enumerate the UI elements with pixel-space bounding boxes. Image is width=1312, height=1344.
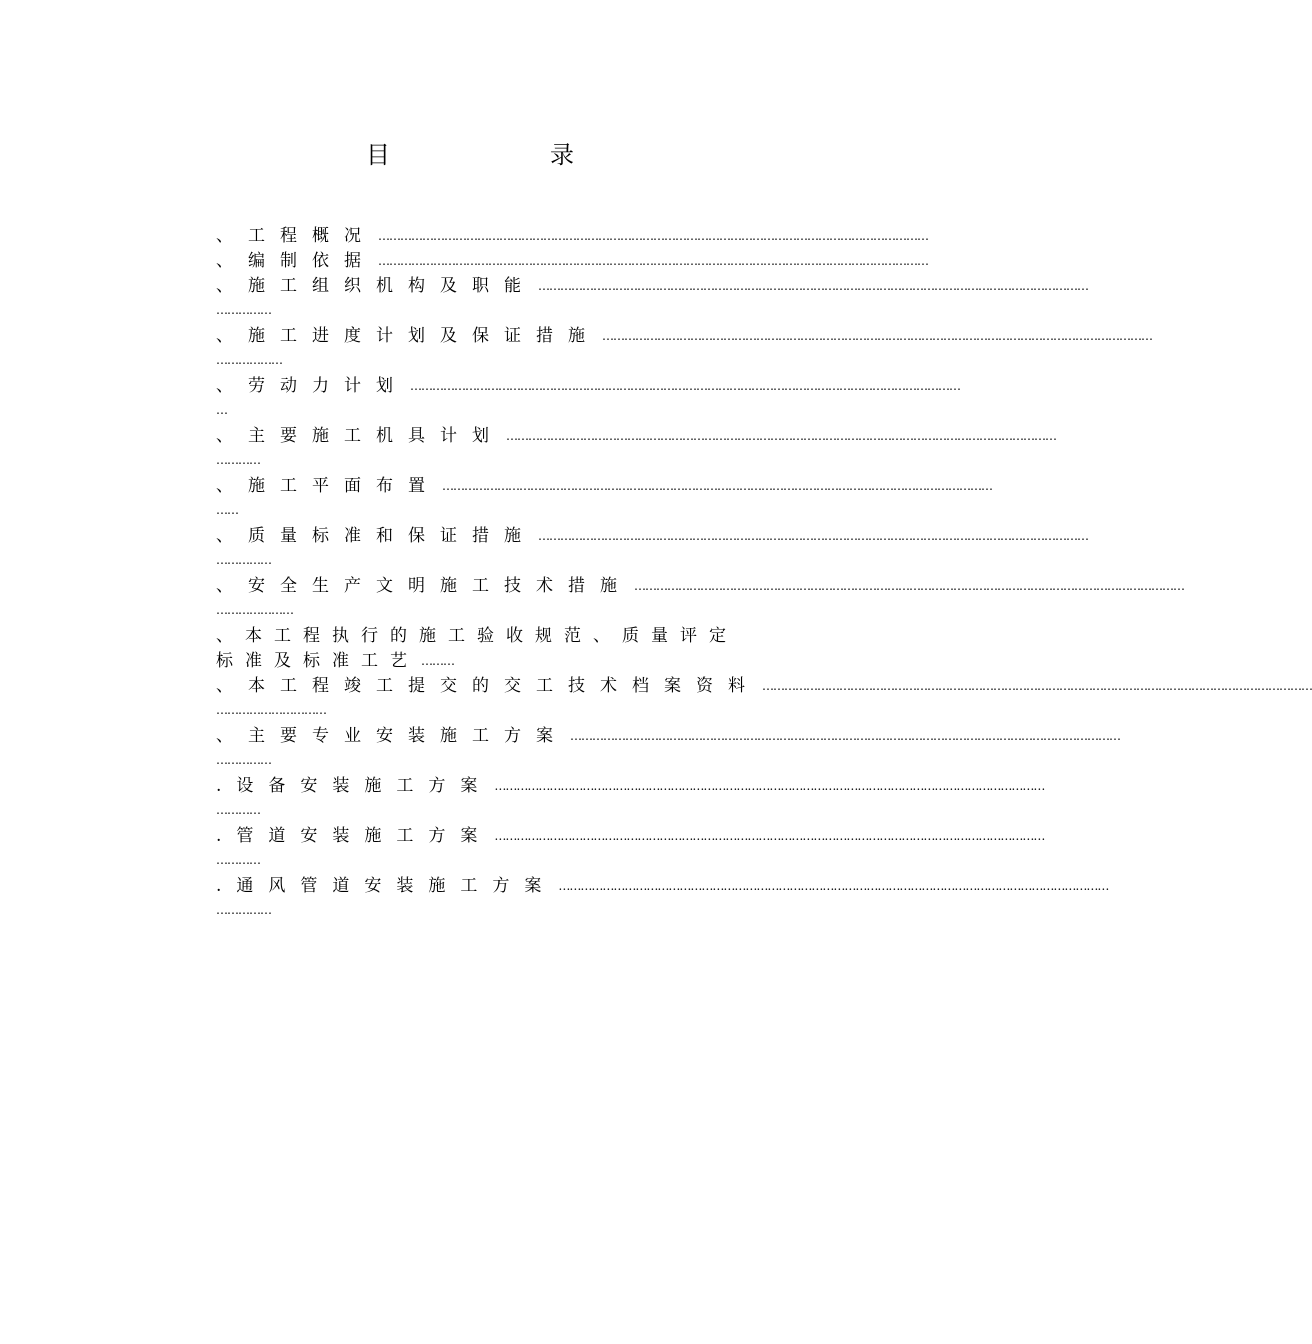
toc-entry-label: 、本工程竣工提交的交工技术档案资料 [216,676,760,696]
toc-leader-dots: …………………………………………………………………………………………………………………………………… [762,679,1312,693]
toc-leader-dots: …………………………………………………………………………………………………………………………………… [634,579,1184,593]
toc-entry-label: 、质量标准和保证措施 [216,526,536,546]
toc-entry-label: 、施工进度计划及保证措施 [216,326,600,346]
toc-entry-label: 、主要专业安装施工方案 [216,726,568,746]
toc-leader-dots: …………………………………………………………………………………………………………………………………… [410,379,960,393]
toc-leader-dots-continued: ………………………… [216,703,326,717]
toc-entry[interactable] [216,624,836,674]
toc-leader-dots-continued: …………… [216,753,271,767]
toc-entry-label: .通风管道安装施工方案 [216,876,557,896]
toc-leader-dots-continued: ………………… [216,603,293,617]
toc-entry-label: 、施工平面布置 [216,476,440,496]
toc-leader-dots-continued: ………… [216,803,260,817]
toc-entry[interactable] [216,524,1088,574]
toc-leader-dots: …………………………………………………………………………………………………………………………………… [442,479,992,493]
toc-leader-dots: …………………………………………………………………………………………………………………………………… [494,829,1045,843]
toc-leader-dots-continued: ………… [216,453,260,467]
toc-leader-dots-continued: … [216,403,227,417]
toc-leader-dots-continued: …………… [216,903,271,917]
toc-leader-dots: …………………………………………………………………………………………………………………………………… [538,529,1088,543]
toc-leader-dots-continued: ……………… [216,353,282,367]
toc-entry[interactable] [216,274,1088,324]
toc-leader-dots: …………………………………………………………………………………………………………………………………… [378,229,928,243]
toc-entry[interactable] [216,374,960,424]
toc-entry[interactable] [216,249,928,274]
toc-entry[interactable] [216,424,1056,474]
toc-title [0,135,950,169]
toc-leader-dots: …………………………………………………………………………………………………………………………………… [570,729,1120,743]
toc-leader-dots: …………………………………………………………………………………………………………………………………… [378,254,928,268]
toc-entry[interactable] [216,774,1045,824]
toc-leader-dots: ……… [421,654,454,668]
toc-entry-label: 、施工组织机构及职能 [216,276,536,296]
toc-leader-dots: …………………………………………………………………………………………………………………………………… [558,879,1109,893]
toc-entry[interactable] [216,324,1152,374]
toc-entry[interactable] [216,724,1120,774]
toc-leader-dots: …………………………………………………………………………………………………………………………………… [538,279,1088,293]
toc-leader-dots-continued: …… [216,503,238,517]
toc-entry-label: 、编制依据 [216,251,376,271]
title-char-1: 目 [366,141,390,169]
toc-leader-dots-continued: …………… [216,553,271,567]
toc-entry[interactable] [216,224,928,249]
toc-entry-label: 、安全生产文明施工技术措施 [216,576,632,596]
toc-leader-dots: …………………………………………………………………………………………………………………………………… [494,779,1045,793]
table-of-contents [216,224,1312,924]
title-char-2: 录 [550,141,574,169]
toc-entry[interactable] [216,824,1045,874]
toc-entry[interactable] [216,874,1109,924]
toc-entry[interactable] [216,474,992,524]
toc-entry-label: 、主要施工机具计划 [216,426,504,446]
toc-leader-dots-continued: …………… [216,303,271,317]
toc-entry-label-continued: 标准及标准工艺 [216,651,419,671]
toc-leader-dots-continued: ………… [216,853,260,867]
toc-entry-label: 、本工程执行的施工验收规范、质量评定 [216,626,738,646]
toc-entry-label: 、劳动力计划 [216,376,408,396]
toc-leader-dots: …………………………………………………………………………………………………………………………………… [602,329,1152,343]
toc-entry-label: 、工程概况 [216,226,376,246]
toc-entry-label: .管道安装施工方案 [216,826,493,846]
toc-entry-label: .设备安装施工方案 [216,776,493,796]
toc-entry[interactable] [216,674,1312,724]
toc-entry[interactable] [216,574,1184,624]
toc-leader-dots: …………………………………………………………………………………………………………………………………… [506,429,1056,443]
